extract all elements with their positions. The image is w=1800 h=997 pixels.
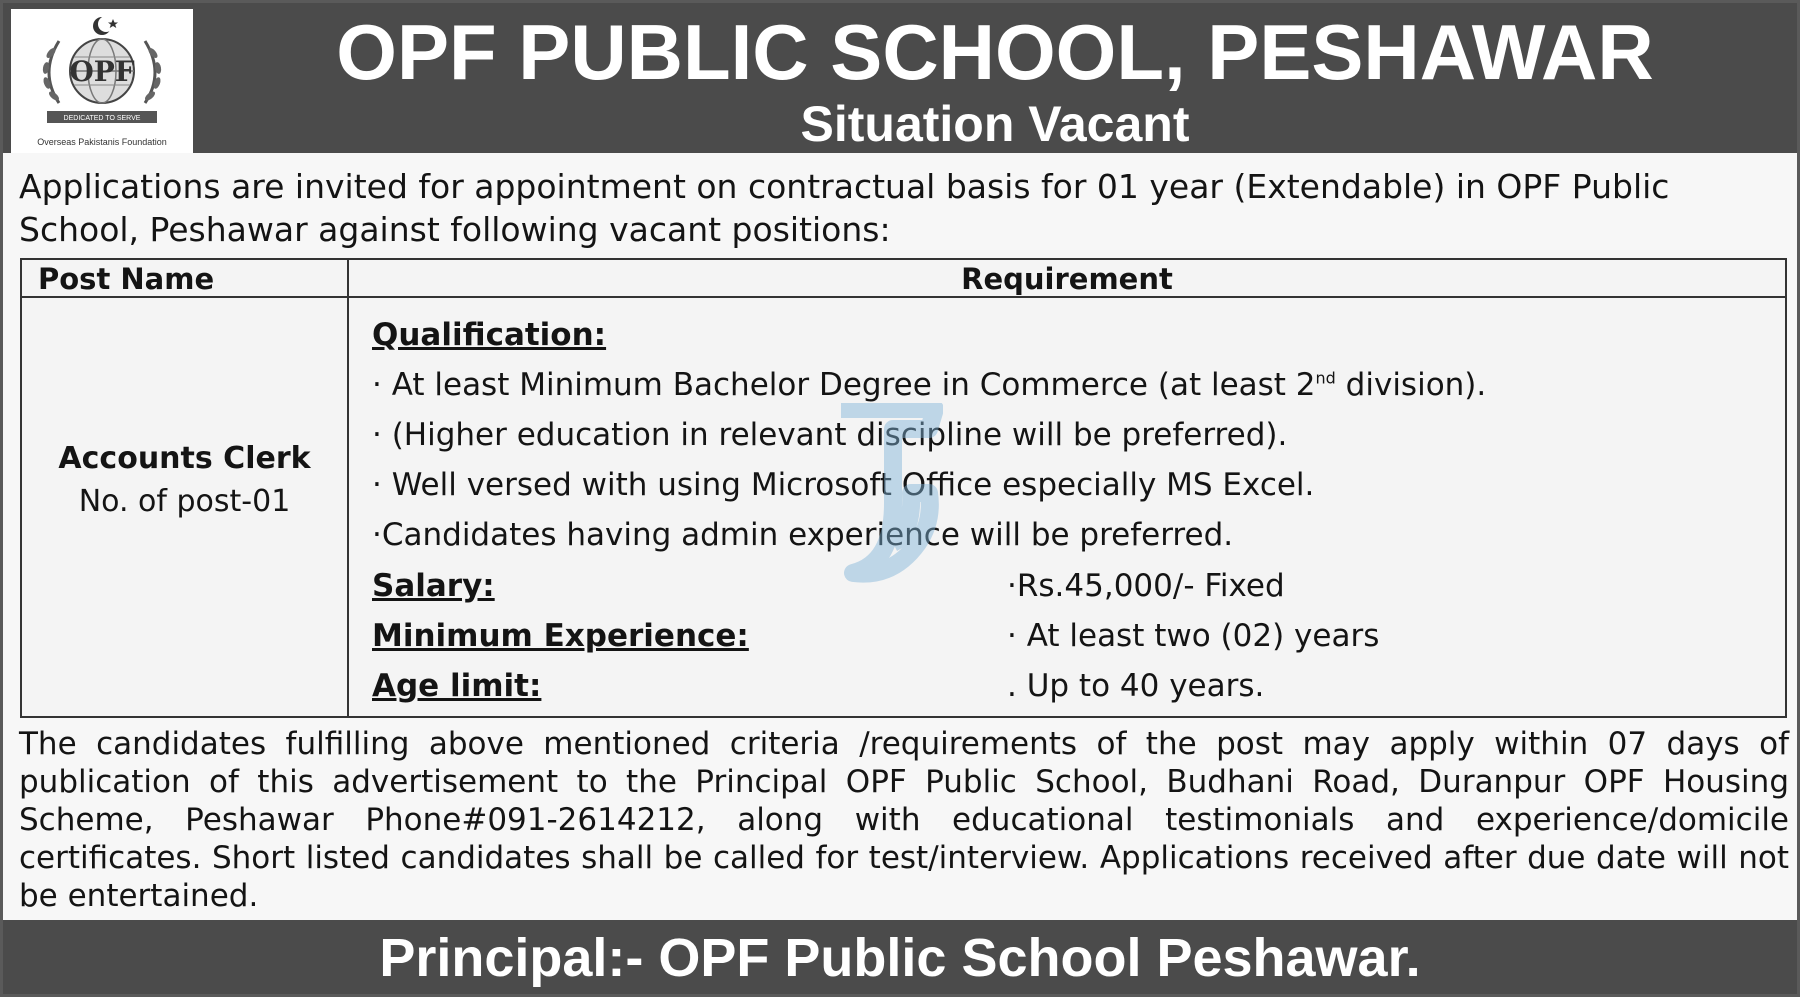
age-limit-label: Age limit:: [372, 668, 542, 704]
header-bar: [3, 3, 1797, 153]
salary-label: Salary:: [372, 568, 495, 604]
logo-caption: Overseas Pakistanis Foundation: [37, 137, 167, 147]
table-header-post: Post Name: [38, 262, 215, 296]
post-count: No. of post-01: [78, 484, 291, 519]
page-title: OPF PUBLIC SCHOOL, PESHAWAR: [336, 8, 1654, 96]
post-name: Accounts Clerk: [58, 441, 311, 476]
qualification-item: · At least Minimum Bachelor Degree in Commerce (at least 2nd division).: [372, 367, 1487, 403]
qualification-item: · (Higher education in relevant discipline will be preferred).: [372, 417, 1288, 453]
closing-paragraph: The candidates fulfilling above mentioned criteria /requirements of the post may apply within 07 days of publication of this advertisement to the Principal OPF Public School, Budhani Road, Duranpur OPF Housing Scheme, Peshawar Phone#091-2614212, along with educational testimonials and experience/domicile certificates. Short listed candidates shall be called for test/interview. Applications received after due date will not be entertained.: [19, 726, 1789, 914]
experience-value: · At least two (02) years: [1007, 618, 1380, 654]
logo-letters: OPF: [69, 55, 135, 88]
qualification-item: ·Candidates having admin experience will be preferred.: [372, 517, 1234, 553]
logo-motto: DEDICATED TO SERVE: [63, 115, 141, 122]
qualification-item: · Well versed with using Microsoft Office especially MS Excel.: [372, 467, 1315, 503]
age-limit-value: . Up to 40 years.: [1007, 668, 1265, 704]
column-divider: [347, 260, 349, 716]
salary-value: ·Rs.45,000/- Fixed: [1007, 568, 1285, 604]
newspaper-watermark-icon: [833, 403, 943, 583]
page-subtitle: Situation Vacant: [800, 96, 1190, 152]
footer-signature: Principal:- OPF Public School Peshawar.: [3, 920, 1797, 997]
intro-paragraph: Applications are invited for appointment on contractual basis for 01 year (Extendable) in OPF Public School, Peshawar against following vacant positions:: [19, 167, 1670, 249]
experience-label: Minimum Experience:: [372, 618, 749, 654]
qualification-label: Qualification:: [372, 317, 607, 353]
opf-logo: [11, 9, 193, 153]
header-divider: [22, 296, 1785, 298]
table-header-requirement: Requirement: [961, 262, 1173, 296]
opf-logo-icon: [29, 13, 175, 137]
